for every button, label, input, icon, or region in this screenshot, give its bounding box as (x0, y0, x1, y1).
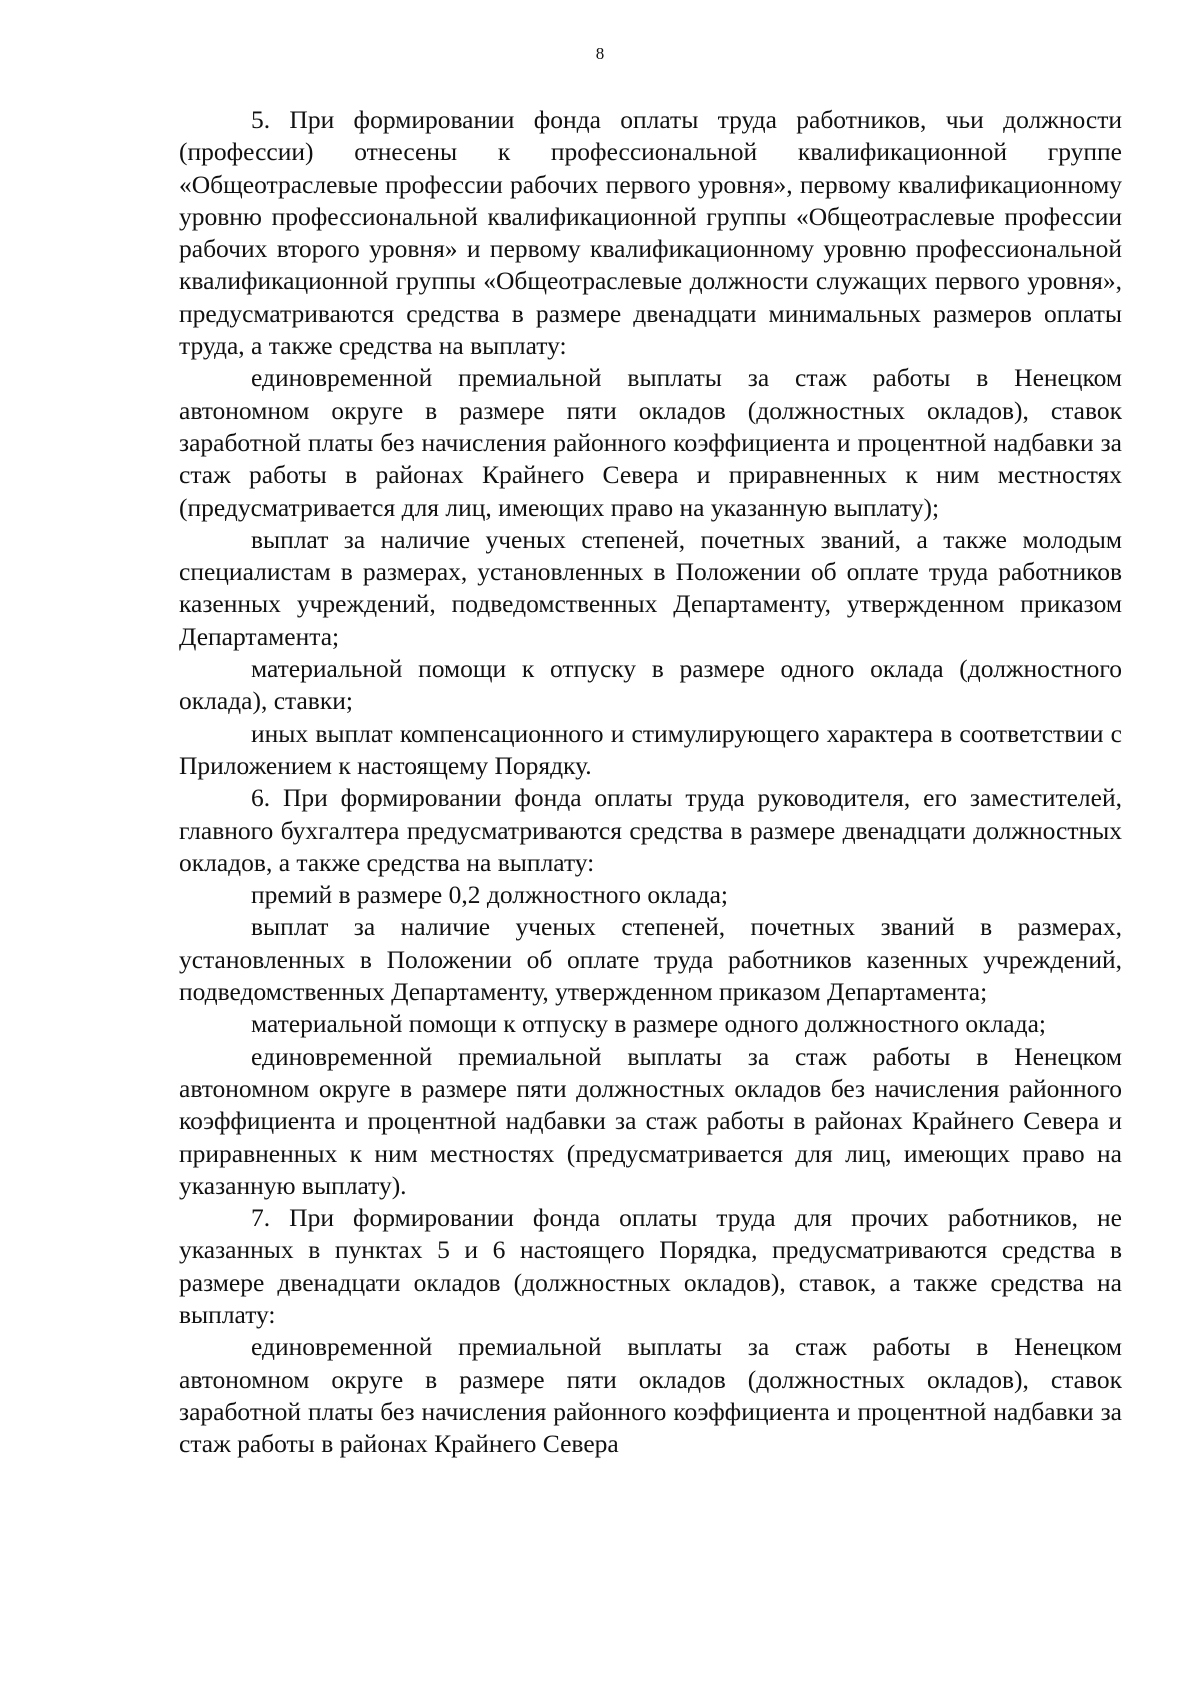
paragraph-6-one-time-bonus: единовременной премиальной выплаты за стаж работы в Ненецком автономном округе в размере пяти должностных окладов без начисления районного коэффициента и процентной надбавки за стаж работы в районах Крайнего Севера и приравненных к ним местностях (предусматривается для лиц, имеющих право на указанную выплату). (179, 1041, 1122, 1200)
paragraph-6-bonuses: премий в размере 0,2 должностного оклада; (251, 880, 728, 910)
paragraph-5: 5. При формировании фонда оплаты труда работников, чьи должности (профессии) отнесены к профессиональной квалификационной группе «Общеотраслевые профессии рабочих первого уровня», первому квалификационному уровню профессиональной квалификационной группы «Общеотраслевые профессии рабочих второго уровня» и первому квалификационному уровню профессиональной квалификационной группы «Общеотраслевые должности служащих первого уровня», предусматриваются средства в размере двенадцати минимальных размеров оплаты труда, а также средства на выплату: (179, 105, 1122, 361)
paragraph-5-other-payments: иных выплат компенсационного и стимулирующего характера в соответствии с Приложением к настоящему Порядку. (179, 718, 1122, 780)
paragraph-5-degree-payments: выплат за наличие ученых степеней, почетных званий, а также молодым специалистам в размерах, установленных в Положении об оплате труда работников казенных учреждений, подведомственных Департаменту, утвержденном приказом Департамента; (179, 524, 1122, 651)
paragraph-7-one-time-bonus: единовременной премиальной выплаты за стаж работы в Ненецком автономном округе в размере пяти окладов (должностных окладов), ставок заработной платы без начисления районного коэффициента и процентной надбавки за стаж работы в районах Крайнего Севера (179, 1332, 1122, 1459)
paragraph-6: 6. При формировании фонда оплаты труда руководителя, его заместителей, главного бухгалтера предусматриваются средства в размере двенадцати должностных окладов, а также средства на выплату: (179, 783, 1122, 877)
document-body (179, 104, 1122, 1460)
page-number: 8 (595, 44, 605, 63)
paragraph-7: 7. При формировании фонда оплаты труда для прочих работников, не указанных в пунктах 5 и 6 настоящего Порядка, предусматриваются средства в размере двенадцати окладов (должностных окладов), ставок, а также средства на выплату: (179, 1203, 1122, 1329)
paragraph-5-vacation-aid: материальной помощи к отпуску в размере одного оклада (должностного оклада), ставки; (179, 654, 1122, 716)
paragraph-6-degree-payments: выплат за наличие ученых степеней, почетных званий в размерах, установленных в Положении об оплате труда работников казенных учреждений, подведомственных Департаменту, утвержденном приказом Департамента; (179, 912, 1122, 1007)
paragraph-5-one-time-bonus: единовременной премиальной выплаты за стаж работы в Ненецком автономном округе в размере пяти окладов (должностных окладов), ставок заработной платы без начисления районного коэффициента и процентной надбавки за стаж работы в районах Крайнего Севера и приравненных к ним местностях (предусматривается для лиц, имеющих право на указанную выплату); (179, 363, 1122, 522)
paragraph-6-vacation-aid: материальной помощи к отпуску в размере одного должностного оклада; (251, 1009, 1046, 1039)
